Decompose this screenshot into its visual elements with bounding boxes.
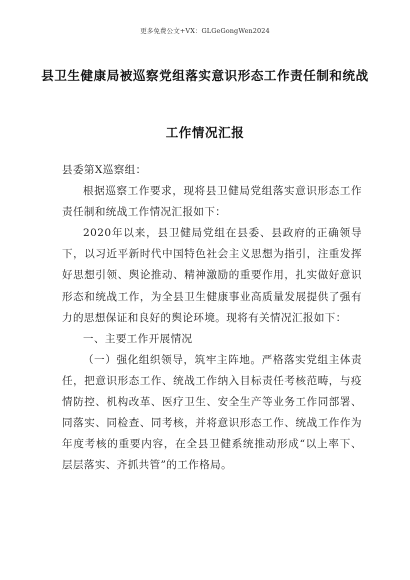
body-paragraph: 根据巡察工作要求，现将县卫健局党组落实意识形态工作责任制和统战工作情况汇报如下：	[62, 185, 362, 219]
salutation: 县委第X巡察组：	[62, 164, 147, 176]
document-body	[62, 160, 362, 476]
document-title-line-1: 县卫生健康局被巡察党组落实意识形态工作责任制和统战	[41, 68, 369, 83]
section-heading: 一、主要工作开展情况	[83, 332, 193, 345]
document-title-line-2: 工作情况汇报	[165, 125, 245, 140]
body-paragraph: （一）强化组织领导，筑牢主阵地。严格落实党组主体责任，把意识形态工作、统战工作纳入目标责任考核范畴，与疫情防控、机构改革、医疗卫生、安全生产等业务工作同部署、同落实、同检查、同考核，并将意识形态工作、统战工作作为年度考核的重要内容，在全县卫健系统推动形成“以上率下、层层落实、齐抓共管”的工作格局。	[62, 353, 362, 472]
body-paragraph: 2020年以来，县卫健局党组在县委、县政府的正确领导下，以习近平新时代中国特色社会主义思想为指引，注重发挥好思想引领、舆论推动、精神激励的重要作用，扎实做好意识形态和统战工作，为全县卫生健康事业高质量发展提供了强有力的思想保证和良好的舆论环境。现将有关情况汇报如下：	[62, 227, 362, 324]
header-note: 更多免费公文+VX：GLGeGongWen2024	[140, 27, 270, 35]
